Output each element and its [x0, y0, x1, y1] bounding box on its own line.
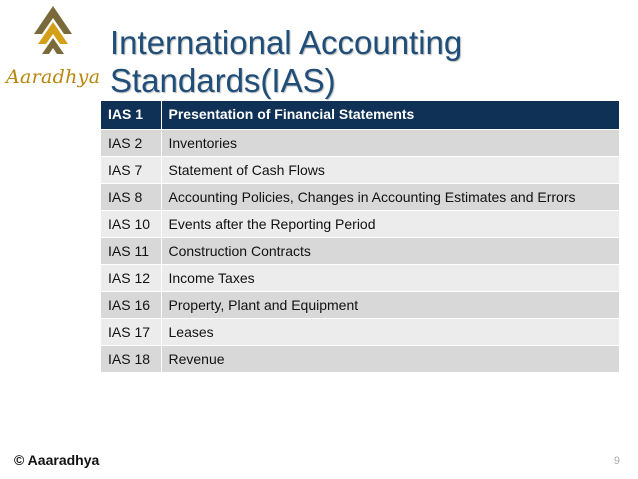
row-code: IAS 2: [101, 130, 161, 157]
slide-title-line-1: International Accounting: [110, 24, 463, 61]
header-name: Presentation of Financial Statements: [161, 101, 619, 130]
row-name: Revenue: [161, 346, 619, 373]
table-row: [101, 184, 619, 211]
row-code: IAS 10: [101, 211, 161, 238]
row-name: Income Taxes: [161, 265, 619, 292]
row-code: IAS 11: [101, 238, 161, 265]
table-row: [101, 265, 619, 292]
table-row: [101, 157, 619, 184]
chevron-logo-icon: [14, 4, 92, 66]
header-code: IAS 1: [101, 101, 161, 130]
table-row: [101, 130, 619, 157]
table-header-row: [101, 101, 619, 130]
ias-table-container: [101, 101, 619, 479]
brand-logo: [0, 0, 112, 100]
row-code: IAS 16: [101, 292, 161, 319]
brand-name: Aaradhya: [6, 66, 101, 88]
copyright-text: © Aaaradhya: [14, 452, 100, 468]
row-code: IAS 17: [101, 319, 161, 346]
row-name: Statement of Cash Flows: [161, 157, 619, 184]
slide-title-line-2: Standards(IAS): [110, 62, 336, 99]
row-code: IAS 8: [101, 184, 161, 211]
row-name: Leases: [161, 319, 619, 346]
table-row: [101, 238, 619, 265]
table-row: [101, 211, 619, 238]
row-name: Inventories: [161, 130, 619, 157]
table-row: [101, 319, 619, 346]
row-name: Property, Plant and Equipment: [161, 292, 619, 319]
slide-title: [110, 24, 580, 100]
page-number: 9: [613, 455, 620, 467]
table-row: [101, 292, 619, 319]
row-code: IAS 12: [101, 265, 161, 292]
table-row: [101, 346, 619, 373]
row-code: IAS 18: [101, 346, 161, 373]
row-name: Events after the Reporting Period: [161, 211, 619, 238]
ias-table: [101, 101, 619, 373]
row-code: IAS 7: [101, 157, 161, 184]
row-name: Accounting Policies, Changes in Accounting Estimates and Errors: [161, 184, 619, 211]
row-name: Construction Contracts: [161, 238, 619, 265]
